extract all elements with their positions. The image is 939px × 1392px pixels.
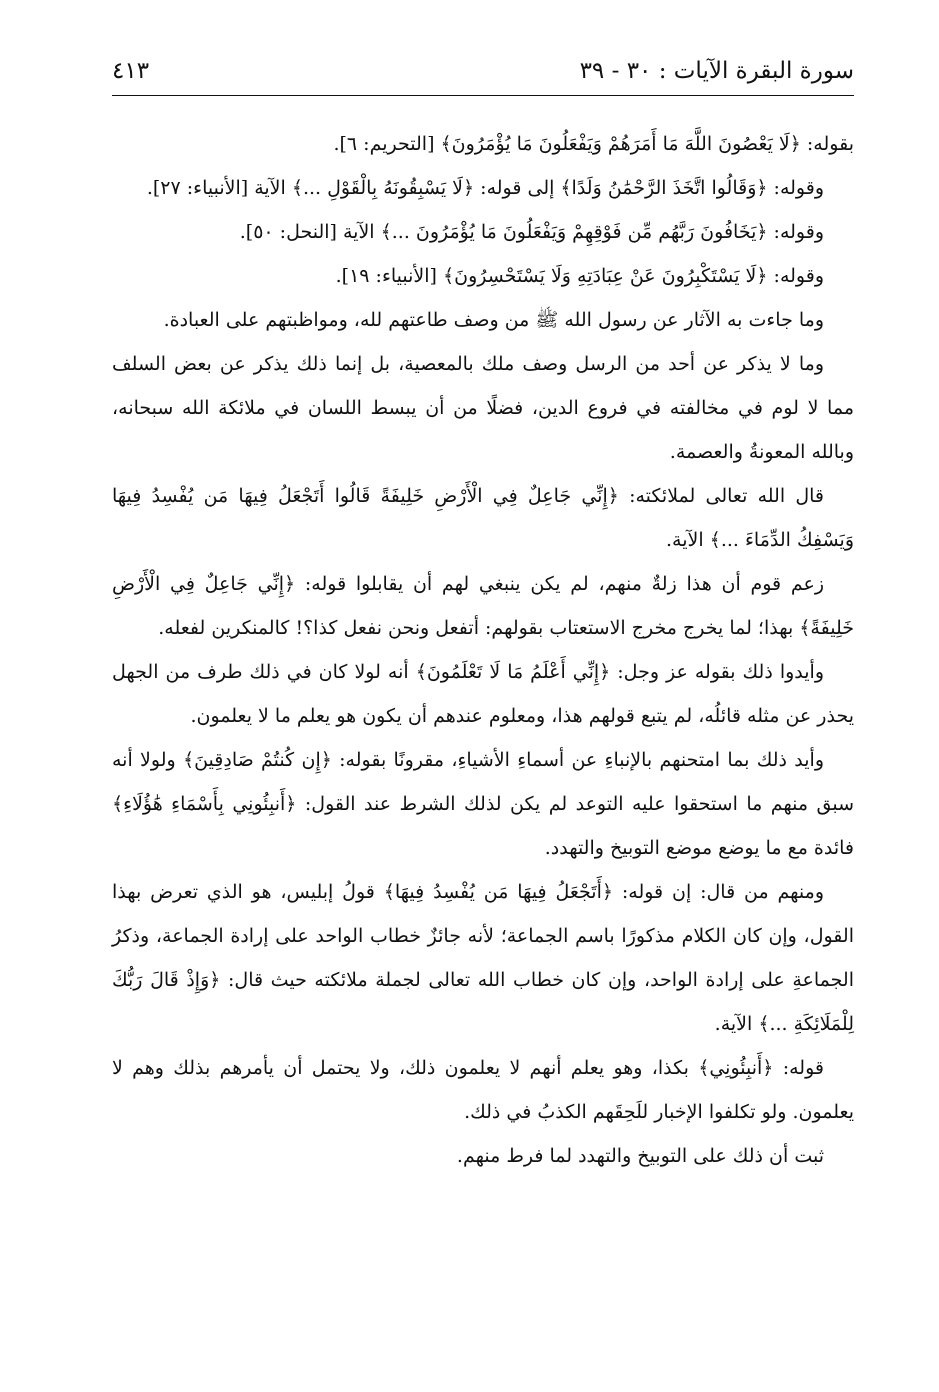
paragraph: وأيدوا ذلك بقوله عز وجل: ﴿إِنِّي أَعْلَمُ مَا لَا تَعْلَمُونَ﴾ أنه لولا كان في ذلك طرف من الجهل يحذر عن مثله قائلُه، لم يتبع قولهم هذا، ومعلوم عندهم أن يكون هو يعلم ما لا يعلمون. (112, 661, 854, 727)
paragraph: ومنهم من قال: إن قوله: ﴿أَتَجْعَلُ فِيهَا مَن يُفْسِدُ فِيهَا﴾ قولُ إبليس، هو الذي تعرض بهذا القول، وإن كان الكلام مذكورًا باسم الجماعة؛ لأنه جائزٌ خطاب الواحد على إرادة الجماعة، وذكرُ الجماعةِ على إرادة الواحد، وإن كان خطاب الله تعالى لجملة ملائكته حيث قال: ﴿وَإِذْ قَالَ رَبُّكَ لِلْمَلَائِكَةِ ...﴾ الآية. (112, 881, 854, 1035)
paragraph: وما لا يذكر عن أحد من الرسل وصف ملك بالمعصية، بل إنما ذلك يذكر عن بعض السلف مما لا لوم في مخالفته في فروع الدين، فضلًا من أن يبسط اللسان في ملائكة الله سبحانه، وبالله المعونةُ والعصمة. (112, 353, 854, 463)
page-body (112, 122, 854, 1178)
paragraph: قال الله تعالى لملائكته: ﴿إِنِّي جَاعِلٌ فِي الْأَرْضِ خَلِيفَةً قَالُوا أَتَجْعَلُ فِيهَا مَن يُفْسِدُ فِيهَا وَيَسْفِكُ الدِّمَاءَ ...﴾ الآية. (112, 485, 854, 551)
paragraph: وأيد ذلك بما امتحنهم بالإنباءِ عن أسماءِ الأشياءِ، مقرونًا بقوله: ﴿إِن كُنتُمْ صَادِقِينَ﴾ ولولا أنه سبق منهم ما استحقوا عليه التوعد لم يكن لذلك الشرط عند القول: ﴿أَنبِئُونِي بِأَسْمَاءِ هَٰؤُلَاءِ﴾ فائدة مع ما يوضع موضع التوبيخ والتهدد. (112, 749, 854, 859)
paragraph: وما جاءت به الآثار عن رسول الله ﷺ من وصف طاعتهم لله، ومواظبتهم على العبادة. (163, 309, 824, 331)
paragraph: زعم قوم أن هذا زلةٌ منهم، لم يكن ينبغي لهم أن يقابلوا قوله: ﴿إِنِّي جَاعِلٌ فِي الْأَرْضِ خَلِيفَةً﴾ بهذا؛ لما يخرج مخرج الاستعتاب بقولهم: أتفعل ونحن نفعل كذا؟! كالمنكرين لفعله. (112, 573, 854, 639)
page-number: ٤١٣ (112, 58, 150, 84)
paragraph: وقوله: ﴿لَا يَسْتَكْبِرُونَ عَنْ عِبَادَتِهِ وَلَا يَسْتَحْسِرُونَ﴾ [الأنبياء: ١٩]. (335, 265, 824, 287)
header-rule (112, 95, 854, 96)
paragraph: وقوله: ﴿يَخَافُونَ رَبَّهُم مِّن فَوْقِهِمْ وَيَفْعَلُونَ مَا يُؤْمَرُونَ ...﴾ الآية [النحل: ٥٠]. (239, 221, 824, 243)
paragraph: ثبت أن ذلك على التوبيخ والتهدد لما فرط منهم. (456, 1145, 824, 1167)
paragraph: قوله: ﴿أَنبِئُونِي﴾ بكذا، وهو يعلم أنهم لا يعلمون ذلك، ولا يحتمل أن يأمرهم بذلك وهم لا يعلمون. ولو تكلفوا الإخبار للَحِقَهم الكذبُ في ذلك. (112, 1057, 854, 1123)
running-title: سورة البقرة الآيات : ٣٠ - ٣٩ (579, 58, 854, 84)
paragraph: بقوله: ﴿لَا يَعْصُونَ اللَّهَ مَا أَمَرَهُمْ وَيَفْعَلُونَ مَا يُؤْمَرُونَ﴾ [التحريم: ٦]. (333, 133, 854, 155)
paragraph: وقوله: ﴿وَقَالُوا اتَّخَذَ الرَّحْمَٰنُ وَلَدًا﴾ إلى قوله: ﴿لَا يَسْبِقُونَهُ بِالْقَوْلِ ...﴾ الآية [الأنبياء: ٢٧]. (146, 177, 824, 199)
page-header (112, 56, 854, 96)
